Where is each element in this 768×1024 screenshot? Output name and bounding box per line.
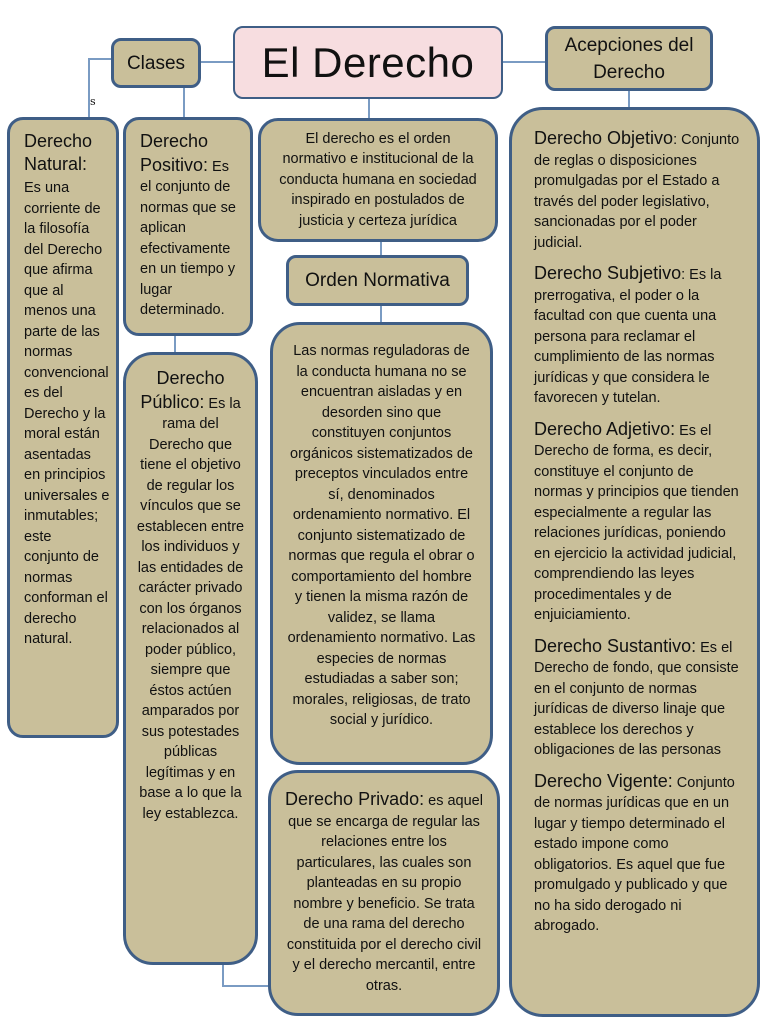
connector-positivo-publico bbox=[174, 335, 176, 353]
clases-label-box bbox=[111, 38, 201, 88]
derecho-publico-box bbox=[123, 352, 258, 965]
connector-definition-orden bbox=[380, 240, 382, 256]
connector-clases-natural bbox=[88, 58, 90, 118]
connector-clases-positivo bbox=[183, 88, 185, 118]
acepciones-box bbox=[509, 107, 760, 1017]
acepcion-subjetivo-text: : Es la prerrogativa, el poder o la facultad con que cuenta una persona para reclamar el cumplimiento de las normas jurídicas y que considera le favorecen y tutelan. bbox=[534, 267, 722, 406]
derecho-natural-text: Es una corriente de la filosofía del Derecho que afirma que al menos una parte de las normas convencionales del Derecho y la moral están asentadas en principios universales e inmutables; este conjunto de normas conforman el derecho natural. bbox=[24, 180, 110, 647]
derecho-privado-box bbox=[268, 770, 500, 1016]
derecho-publico-text: Es la rama del Derecho que tiene el objetivo de regular los vínculos que se establecen entre los individuos y las entidades de carácter privado con los órganos relacionados al poder público, siempre que éstos actúen amparados por sus potestades públicas legítimas y en base a lo que la ley establezca. bbox=[136, 395, 245, 822]
connector-acepciones-box bbox=[628, 90, 630, 108]
acepcion-vigente bbox=[534, 771, 743, 937]
clases-label: Clases bbox=[126, 52, 186, 74]
orden-text-box bbox=[270, 322, 493, 765]
derecho-natural-box bbox=[7, 117, 119, 738]
acepciones-label: Acepciones del Derecho bbox=[564, 34, 694, 83]
acepcion-sustantivo-text: Es el Derecho de fondo, que consiste en el conjunto de normas jurídicas de diverso linaje que establece los derechos y obligaciones de las personas bbox=[534, 639, 739, 758]
derecho-privado-text: es aquel que se encarga de regular las relaciones entre los particulares, las cuales son planteadas en su propio nombre y beneficio. Se trata de una rama del derecho constituida por el derecho civil y el derecho mercantil, entre otras. bbox=[286, 793, 483, 994]
connector-clases-left bbox=[88, 58, 112, 60]
acepcion-adjetivo-text: Es el Derecho de forma, es decir, constituye el conjunto de normas y principios que tienden especialmente a regular las relaciones jurídicas, poniendo en ejercicio la actividad judicial, comprendiendo las leyes procedimentales y de enjuiciamiento. bbox=[534, 422, 739, 623]
acepcion-objetivo-head: Derecho Objetivo bbox=[534, 128, 674, 148]
derecho-positivo-head: Derecho Positivo: bbox=[140, 131, 209, 175]
small-mark: s bbox=[90, 95, 96, 108]
connector-orden-text bbox=[380, 305, 382, 323]
acepcion-adjetivo-head: Derecho Adjetivo: bbox=[534, 418, 676, 439]
connector-title-acepciones bbox=[502, 61, 546, 63]
orden-text: Las normas reguladoras de la conducta humana no se encuentran aisladas y en desorden sino que constituyen conjuntos orgánicos sistematizados de preceptos vinculados entre sí, denominados ordenamiento normativo. El conjunto sistematizado de normas que regula el obrar o comportamiento del hombre y tienen la misma razón de validez, se llama ordenamiento normativo. Las especies de normas estudiadas a saber son; morales, religiosas, de trato social y jurídico. bbox=[287, 343, 476, 728]
acepcion-adjetivo bbox=[534, 419, 743, 626]
acepcion-subjetivo-head: Derecho Subjetivo bbox=[534, 263, 682, 283]
derecho-privado-head: Derecho Privado: bbox=[285, 789, 425, 809]
definition-text: El derecho es el orden normativo e institucional de la conducta humana en sociedad inspirado en postulados de justicia y certeza jurídica bbox=[279, 130, 477, 229]
derecho-publico-head: Derecho Público: bbox=[140, 368, 225, 412]
orden-label: Orden Normativa bbox=[305, 270, 450, 291]
derecho-positivo-box bbox=[123, 117, 253, 336]
acepcion-sustantivo-head: Derecho Sustantivo: bbox=[534, 635, 697, 656]
connector-title-definition bbox=[368, 99, 370, 119]
acepcion-sustantivo bbox=[534, 636, 743, 761]
definition-box bbox=[258, 118, 498, 242]
acepciones-label-box bbox=[545, 26, 713, 91]
derecho-natural-head: Derecho Natural: bbox=[24, 131, 93, 174]
connector-publico-privado-v bbox=[222, 963, 224, 986]
acepcion-subjetivo bbox=[534, 263, 743, 409]
connector-clases-title bbox=[200, 61, 234, 63]
acepcion-vigente-head: Derecho Vigente: bbox=[534, 770, 673, 791]
main-title: El Derecho bbox=[261, 38, 475, 86]
derecho-positivo-text: Es el conjunto de normas que se aplican efectivamente en un tiempo y lugar determinado. bbox=[140, 158, 236, 318]
main-title-box bbox=[233, 26, 503, 99]
connector-publico-privado-h bbox=[222, 985, 270, 987]
acepcion-objetivo-text: : Conjunto de reglas o disposiciones promulgadas por el Estado a través del poder legislativo, sancionadas por el poder judicial. bbox=[534, 132, 740, 251]
acepcion-objetivo bbox=[534, 128, 743, 253]
acepcion-vigente-text: Conjunto de normas jurídicas que en un lugar y tiempo determinado el estado impone como obligatorios. Es aquel que fue promulgado y publicado y que no ha sido derogado ni abrogado. bbox=[534, 774, 735, 934]
orden-label-box bbox=[286, 255, 469, 306]
